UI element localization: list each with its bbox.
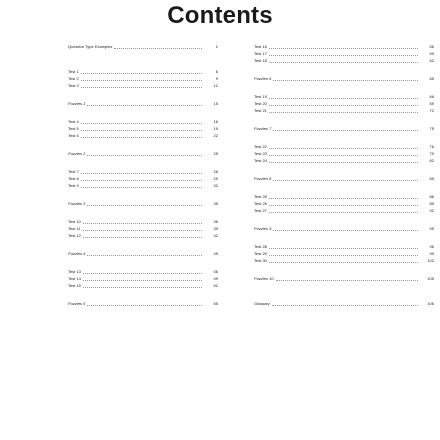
dot-leader	[81, 72, 202, 74]
entry-label: Puzzles 4	[68, 251, 86, 256]
dot-leader	[269, 104, 418, 106]
entry-label: Test 11	[68, 226, 81, 231]
entry-page-number: 15	[213, 101, 218, 106]
dot-leader	[269, 147, 418, 149]
entry-page-number: 106	[427, 301, 434, 306]
entry-page-number: 102	[427, 258, 434, 263]
dot-leader	[269, 211, 418, 213]
entry-page-number: 39	[213, 226, 218, 231]
contents-entry[interactable]	[254, 276, 434, 282]
contents-entry[interactable]	[254, 258, 434, 264]
dot-leader	[83, 286, 202, 288]
entry-label: Puzzles 1	[68, 101, 86, 106]
entry-label: Test 14	[68, 276, 81, 281]
contents-entry[interactable]	[68, 276, 218, 282]
entry-page-number: 66	[429, 94, 434, 99]
entry-page-number: 56	[429, 44, 434, 49]
entry-page-number: 35	[213, 201, 218, 206]
entry-label: Test 13	[68, 269, 81, 274]
entry-label: Test 24	[254, 158, 267, 163]
entry-label: Test 28	[254, 244, 267, 249]
contents-entry[interactable]	[68, 233, 218, 239]
dot-leader	[83, 229, 202, 231]
dot-leader	[269, 154, 418, 156]
dot-leader	[81, 186, 202, 188]
entry-page-number: 29	[213, 176, 218, 181]
contents-entry[interactable]	[254, 194, 434, 200]
entry-page-number: 6	[215, 69, 218, 74]
entry-page-number: 89	[429, 201, 434, 206]
dot-leader	[87, 204, 202, 206]
entry-label: Test 17	[254, 51, 267, 56]
dot-leader	[276, 279, 418, 281]
entry-page-number: 95	[429, 226, 434, 231]
entry-label: Puzzles 3	[68, 201, 86, 206]
contents-entry[interactable]	[254, 158, 434, 164]
entry-label: Test 12	[68, 233, 81, 238]
entry-label: Puzzles 7	[254, 126, 272, 131]
entry-label: Test 23	[254, 151, 267, 156]
entry-page-number: 26	[213, 169, 218, 174]
entry-page-number: 46	[213, 269, 218, 274]
dot-leader	[269, 161, 418, 163]
contents-entry[interactable]	[68, 269, 218, 275]
entry-page-number: 32	[213, 183, 218, 188]
dot-leader	[87, 154, 202, 156]
entry-page-number: 36	[213, 219, 218, 224]
contents-entry[interactable]	[254, 244, 434, 250]
entry-page-number: 22	[213, 133, 218, 138]
entry-label: Puzzles 2	[68, 151, 86, 156]
contents-entry[interactable]	[68, 201, 218, 207]
entry-page-number: 55	[213, 301, 218, 306]
entry-label: Test 3	[68, 83, 79, 88]
entry-page-number: 75	[429, 126, 434, 131]
dot-leader	[83, 222, 202, 224]
contents-entry[interactable]	[68, 226, 218, 232]
entry-label: Test 19	[254, 94, 267, 99]
contents-entry[interactable]	[254, 176, 434, 182]
dot-leader	[273, 179, 418, 181]
entry-page-number: 65	[429, 76, 434, 81]
entry-label: Test 20	[254, 101, 267, 106]
entry-label: Test 22	[254, 144, 267, 149]
dot-leader	[81, 129, 202, 131]
entry-page-number: 42	[213, 233, 218, 238]
contents-entry[interactable]	[68, 101, 218, 107]
entry-label: Test 15	[68, 283, 81, 288]
dot-leader	[87, 304, 202, 306]
contents-entry[interactable]	[68, 176, 218, 182]
dot-leader	[269, 254, 418, 256]
entry-page-number: 85	[429, 176, 434, 181]
dot-leader	[269, 197, 418, 199]
contents-entry[interactable]	[68, 119, 218, 125]
entry-page-number: 9	[215, 76, 218, 81]
contents-entry[interactable]	[254, 251, 434, 257]
contents-entry[interactable]	[254, 108, 434, 114]
entry-page-number: 16	[213, 119, 218, 124]
dot-leader	[81, 179, 202, 181]
contents-entry[interactable]	[254, 51, 434, 57]
entry-label: Test 6	[68, 133, 79, 138]
contents-entry[interactable]	[68, 69, 218, 75]
entry-label: Puzzles 9	[254, 226, 272, 231]
dot-leader	[273, 79, 418, 81]
entry-page-number: 92	[429, 208, 434, 213]
contents-entry[interactable]	[68, 44, 218, 50]
contents-entry[interactable]	[254, 76, 434, 82]
contents-entry[interactable]	[254, 201, 434, 207]
entry-label: Test 2	[68, 76, 79, 81]
entry-label: Puzzles 8	[254, 176, 272, 181]
entry-label: Test 7	[68, 169, 79, 174]
dot-leader	[269, 47, 418, 49]
dot-leader	[87, 254, 202, 256]
entry-page-number: 19	[213, 126, 218, 131]
entry-label: Test 18	[254, 58, 267, 63]
contents-entry[interactable]	[68, 83, 218, 89]
entry-label: Test 26	[254, 201, 267, 206]
entry-page-number: 105	[427, 276, 434, 281]
dot-leader	[269, 54, 418, 56]
dot-leader	[81, 86, 202, 88]
dot-leader	[269, 97, 418, 99]
entry-page-number: 49	[213, 276, 218, 281]
contents-entry[interactable]	[68, 151, 218, 157]
dot-leader	[273, 229, 418, 231]
dot-leader	[83, 272, 202, 274]
entry-page-number: 76	[429, 144, 434, 149]
entry-label: Test 16	[254, 44, 267, 49]
entry-label: Test 8	[68, 176, 79, 181]
dot-leader	[87, 104, 202, 106]
dot-leader	[81, 172, 202, 174]
contents-entry[interactable]	[68, 169, 218, 175]
dot-leader	[83, 279, 202, 281]
entry-label: Test 5	[68, 126, 79, 131]
dot-leader	[269, 61, 418, 63]
entry-page-number: 69	[429, 101, 434, 106]
contents-entry[interactable]	[68, 183, 218, 189]
contents-entry[interactable]	[254, 151, 434, 157]
entry-page-number: 99	[429, 251, 434, 256]
contents-entry[interactable]	[254, 301, 434, 307]
contents-entry[interactable]	[254, 58, 434, 64]
contents-entry[interactable]	[68, 283, 218, 289]
contents-entry[interactable]	[254, 101, 434, 107]
contents-entry[interactable]	[68, 251, 218, 257]
entry-page-number: 59	[429, 51, 434, 56]
contents-entry[interactable]	[254, 144, 434, 150]
dot-leader	[269, 204, 418, 206]
entry-label: Test 30	[254, 258, 267, 263]
entry-label: Test 25	[254, 194, 267, 199]
contents-entry[interactable]	[254, 44, 434, 50]
entry-page-number: 82	[429, 158, 434, 163]
dot-leader	[81, 136, 202, 138]
dot-leader	[273, 129, 418, 131]
entry-label: Test 9	[68, 183, 79, 188]
entry-page-number: 72	[429, 108, 434, 113]
contents-entry[interactable]	[254, 208, 434, 214]
entry-page-number: 62	[429, 58, 434, 63]
entry-page-number: 12	[213, 83, 218, 88]
contents-entry[interactable]	[68, 219, 218, 225]
entry-label: Question Type Examples	[68, 44, 113, 49]
dot-leader	[81, 122, 202, 124]
contents-entry[interactable]	[68, 133, 218, 139]
entry-label: Test 21	[254, 108, 267, 113]
entry-label: Glossary	[254, 301, 270, 306]
entry-page-number: 52	[213, 283, 218, 288]
contents-entry[interactable]	[254, 126, 434, 132]
entry-page-number: 25	[213, 151, 218, 156]
entry-label: Puzzles 5	[68, 301, 86, 306]
contents-entry[interactable]	[254, 226, 434, 232]
dot-leader	[269, 261, 418, 263]
dot-leader	[272, 304, 418, 306]
contents-entry[interactable]	[254, 94, 434, 100]
entry-label: Test 27	[254, 208, 267, 213]
entry-page-number: 86	[429, 194, 434, 199]
dot-leader	[114, 47, 202, 49]
dot-leader	[83, 236, 202, 238]
entry-page-number: 45	[213, 251, 218, 256]
page-title: Contents	[167, 2, 273, 29]
dot-leader	[269, 247, 418, 249]
entry-label: Puzzles 6	[254, 76, 272, 81]
entry-page-number: 79	[429, 151, 434, 156]
entry-page-number: 2	[215, 44, 218, 49]
dot-leader	[81, 79, 202, 81]
entry-label: Test 4	[68, 119, 79, 124]
entry-label: Test 10	[68, 219, 81, 224]
entry-page-number: 96	[429, 244, 434, 249]
entry-label: Puzzles 10	[254, 276, 274, 281]
dot-leader	[269, 111, 418, 113]
entry-label: Test 1	[68, 69, 79, 74]
entry-label: Test 29	[254, 251, 267, 256]
contents-entry[interactable]	[68, 126, 218, 132]
contents-entry[interactable]	[68, 301, 218, 307]
contents-entry[interactable]	[68, 76, 218, 82]
